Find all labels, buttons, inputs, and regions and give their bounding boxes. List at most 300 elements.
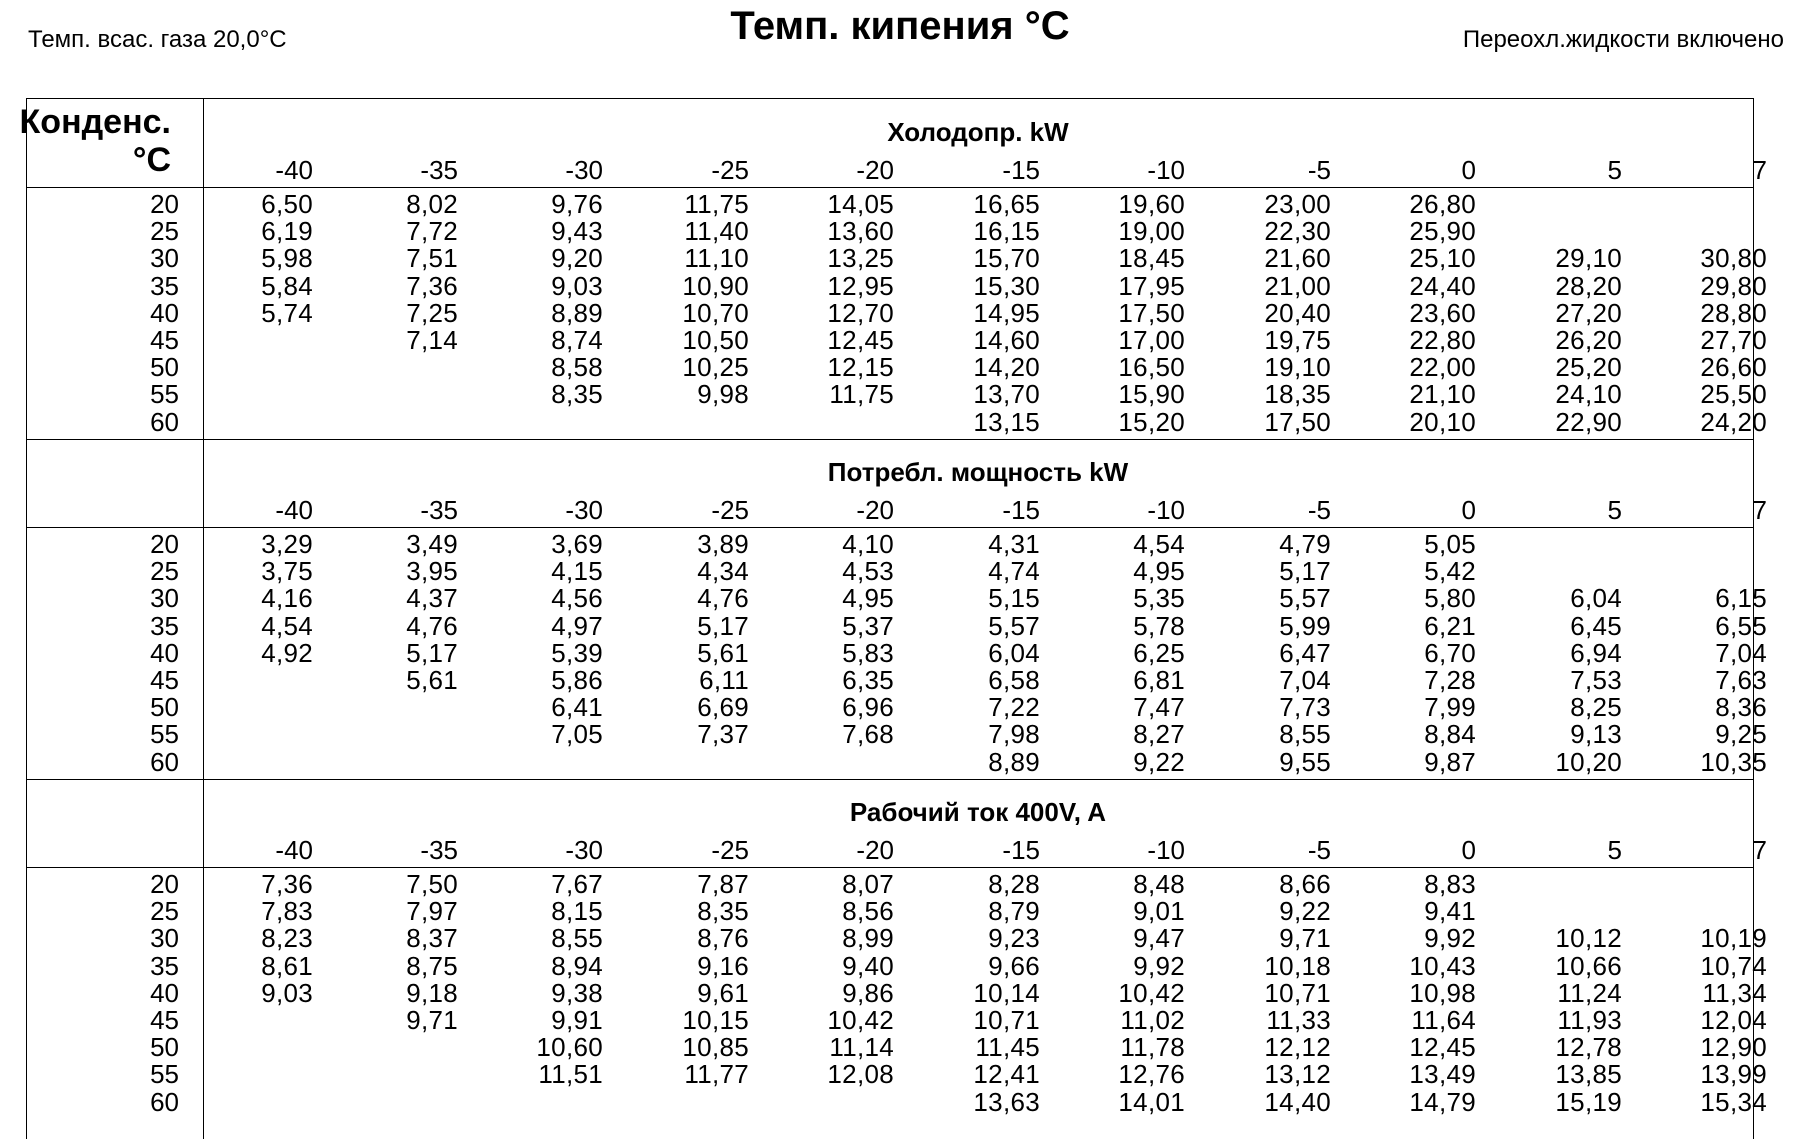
table-cell: 5,61 <box>697 637 749 668</box>
table-cell: 10,20 <box>1555 746 1622 777</box>
table-cell: 24,10 <box>1555 379 1622 410</box>
table-cell: 10,19 <box>1700 923 1767 954</box>
table-cell: 12,45 <box>827 325 894 355</box>
condensing-temp-label: Конденс. °C <box>19 103 171 179</box>
table-cell: 5,35 <box>1133 583 1185 614</box>
table-cell: 12,15 <box>827 352 894 383</box>
table-cell: 5,99 <box>1279 610 1331 641</box>
table-cell: 15,90 <box>1118 379 1185 410</box>
table-cell: 17,50 <box>1264 406 1331 437</box>
table-cell: 9,43 <box>551 216 603 247</box>
table-cell: 8,07 <box>842 869 894 899</box>
table-cell: 9,40 <box>842 950 894 981</box>
table-cell: 9,22 <box>1279 896 1331 927</box>
table-cell: 9,92 <box>1424 923 1476 954</box>
table-cell: 8,58 <box>551 352 603 383</box>
table-cell: 23,60 <box>1409 297 1476 328</box>
table-cell: 7,68 <box>842 719 894 750</box>
table-cell: 8,66 <box>1279 869 1331 899</box>
table-cell: 9,71 <box>406 1005 458 1035</box>
table-cell: 25,50 <box>1700 379 1767 410</box>
evap-temp-header: 7 <box>1752 155 1767 185</box>
table-cell: 7,36 <box>261 869 313 899</box>
table-cell: 5,57 <box>988 610 1040 641</box>
table-cell: 8,02 <box>406 189 458 219</box>
table-cell: 9,61 <box>697 977 749 1008</box>
table-cell: 10,43 <box>1409 950 1476 981</box>
table-cell: 8,35 <box>551 379 603 410</box>
evap-temp-header: -15 <box>1002 835 1040 865</box>
table-cell: 7,14 <box>406 325 458 355</box>
table-cell: 11,40 <box>684 216 749 247</box>
table-cell: 4,54 <box>261 610 313 641</box>
table-cell: 5,39 <box>551 637 603 668</box>
table-cell: 8,79 <box>988 896 1040 927</box>
table-cell: 14,60 <box>973 325 1040 355</box>
evap-temp-header: 0 <box>1461 835 1476 865</box>
table-cell: 13,15 <box>973 406 1040 437</box>
table-cell: 16,50 <box>1118 352 1185 383</box>
cond-temp-label: 25 <box>150 896 179 927</box>
header-divider <box>27 527 1753 528</box>
table-cell: 11,02 <box>1120 1005 1185 1035</box>
section-divider <box>27 779 1753 780</box>
table-cell: 12,78 <box>1555 1032 1622 1063</box>
cond-temp-label: 20 <box>150 869 179 899</box>
table-cell: 8,28 <box>988 869 1040 899</box>
evap-temp-header: -25 <box>711 835 749 865</box>
table-cell: 7,97 <box>406 896 458 927</box>
table-cell: 15,34 <box>1700 1086 1767 1117</box>
table-cell: 9,23 <box>988 923 1040 954</box>
table-cell: 6,19 <box>261 216 313 247</box>
cond-temp-label: 20 <box>150 529 179 559</box>
table-cell: 4,76 <box>697 583 749 614</box>
table-cell: 6,50 <box>261 189 313 219</box>
cond-temp-label: 55 <box>150 719 179 750</box>
evap-temp-header: -30 <box>565 155 603 185</box>
section-title: Потребл. мощность kW <box>827 457 1129 487</box>
table-cell: 7,72 <box>406 216 458 247</box>
cond-temp-label: 35 <box>150 950 179 981</box>
table-cell: 7,37 <box>697 719 749 750</box>
table-cell: 4,53 <box>842 556 894 587</box>
table-cell: 5,74 <box>261 297 313 328</box>
table-cell: 9,86 <box>842 977 894 1008</box>
table-block <box>27 779 1767 1119</box>
table-cell: 4,76 <box>406 610 458 641</box>
table-cell: 24,40 <box>1409 270 1476 301</box>
table-cell: 12,08 <box>827 1059 894 1090</box>
evap-temp-header: -15 <box>1002 495 1040 525</box>
table-cell: 15,70 <box>973 243 1040 274</box>
table-cell: 10,12 <box>1555 923 1622 954</box>
table-cell: 10,74 <box>1700 950 1767 981</box>
table-cell: 14,20 <box>973 352 1040 383</box>
table-cell: 8,55 <box>1279 719 1331 750</box>
table-cell: 13,99 <box>1700 1059 1767 1090</box>
table-cell: 11,64 <box>1411 1005 1476 1035</box>
table-cell: 5,05 <box>1424 529 1476 559</box>
table-cell: 7,25 <box>406 297 458 328</box>
table-cell: 11,77 <box>684 1059 749 1090</box>
table-cell: 25,10 <box>1409 243 1476 274</box>
table-cell: 28,20 <box>1555 270 1622 301</box>
table-cell: 4,56 <box>551 583 603 614</box>
table-cell: 9,13 <box>1570 719 1622 750</box>
table-cell: 27,70 <box>1700 325 1767 355</box>
evap-temp-header: 7 <box>1752 495 1767 525</box>
table-cell: 22,00 <box>1409 352 1476 383</box>
table-cell: 8,35 <box>697 896 749 927</box>
table-cell: 7,22 <box>988 692 1040 723</box>
table-cell: 10,85 <box>682 1032 749 1063</box>
evap-temp-header: 0 <box>1461 155 1476 185</box>
table-cell: 11,24 <box>1557 977 1622 1008</box>
table-cell: 4,95 <box>842 583 894 614</box>
table-cell: 6,69 <box>697 692 749 723</box>
table-cell: 8,75 <box>406 950 458 981</box>
table-cell: 10,18 <box>1264 950 1331 981</box>
table-cell: 28,80 <box>1700 297 1767 328</box>
table-cell: 4,54 <box>1133 529 1185 559</box>
table-cell: 12,45 <box>1409 1032 1476 1063</box>
column-header-row <box>203 155 1767 185</box>
cond-temp-label: 35 <box>150 610 179 641</box>
table-cell: 27,20 <box>1555 297 1622 328</box>
table-cell: 9,16 <box>697 950 749 981</box>
table-cell: 9,76 <box>551 189 603 219</box>
header-divider <box>27 867 1753 868</box>
table-cell: 4,95 <box>1133 556 1185 587</box>
table-cell: 8,76 <box>697 923 749 954</box>
table-cell: 12,04 <box>1700 1005 1767 1035</box>
page-title: Темп. кипения °C <box>730 4 1070 48</box>
table-cell: 6,04 <box>1570 583 1622 614</box>
table-cell: 4,74 <box>988 556 1040 587</box>
table-cell: 4,37 <box>406 583 458 614</box>
cond-temp-label: 55 <box>150 379 179 410</box>
column-header-row <box>203 835 1767 865</box>
table-cell: 22,90 <box>1555 406 1622 437</box>
cond-temp-label: 50 <box>150 1032 179 1063</box>
evap-temp-header: -25 <box>711 495 749 525</box>
table-cell: 7,36 <box>406 270 458 301</box>
table-cell: 8,99 <box>842 923 894 954</box>
table-cell: 22,30 <box>1264 216 1331 247</box>
header-divider <box>27 187 1753 188</box>
table-cell: 6,41 <box>551 692 603 723</box>
table-cell: 9,20 <box>551 243 603 274</box>
table-cell: 29,10 <box>1555 243 1622 274</box>
cond-temp-label: 60 <box>150 746 179 777</box>
table-cell: 17,50 <box>1118 297 1185 328</box>
table-cell: 10,42 <box>1118 977 1185 1008</box>
table-cell: 20,10 <box>1409 406 1476 437</box>
table-cell: 17,00 <box>1118 325 1185 355</box>
table-cell: 7,53 <box>1570 665 1622 695</box>
table-cell: 8,61 <box>261 950 313 981</box>
table-cell: 9,03 <box>551 270 603 301</box>
table-cell: 7,28 <box>1424 665 1476 695</box>
table-cell: 7,50 <box>406 869 458 899</box>
table-cell: 4,79 <box>1279 529 1331 559</box>
table-cell: 7,67 <box>551 869 603 899</box>
table-cell: 10,42 <box>827 1005 894 1035</box>
table-cell: 5,83 <box>842 637 894 668</box>
table-cell: 7,47 <box>1133 692 1185 723</box>
table-cell: 10,35 <box>1700 746 1767 777</box>
table-cell: 7,73 <box>1279 692 1331 723</box>
table-cell: 5,78 <box>1133 610 1185 641</box>
table-cell: 9,87 <box>1424 746 1476 777</box>
table-cell: 8,84 <box>1424 719 1476 750</box>
table-cell: 9,01 <box>1133 896 1185 927</box>
table-cell: 11,14 <box>829 1032 894 1063</box>
table-cell: 9,38 <box>551 977 603 1008</box>
table-cell: 7,83 <box>261 896 313 927</box>
table-cell: 7,04 <box>1715 637 1767 668</box>
table-cell: 6,15 <box>1715 583 1767 614</box>
table-cell: 8,83 <box>1424 869 1476 899</box>
cond-temp-label: 20 <box>150 189 179 219</box>
evap-temp-header: -5 <box>1307 495 1331 525</box>
table-cell: 14,95 <box>973 297 1040 328</box>
cond-temp-label: 40 <box>150 977 179 1008</box>
table-cell: 9,25 <box>1715 719 1767 750</box>
table-cell: 29,80 <box>1700 270 1767 301</box>
table-cell: 11,51 <box>538 1059 603 1090</box>
table-cell: 12,95 <box>827 270 894 301</box>
table-cell: 12,90 <box>1700 1032 1767 1063</box>
table-cell: 8,55 <box>551 923 603 954</box>
table-cell: 26,60 <box>1700 352 1767 383</box>
table-cell: 3,49 <box>406 529 458 559</box>
table-cell: 8,56 <box>842 896 894 927</box>
cond-temp-label: 50 <box>150 692 179 723</box>
table-cell: 10,71 <box>973 1005 1040 1035</box>
cond-temp-label: 45 <box>150 325 179 355</box>
table-cell: 10,60 <box>536 1032 603 1063</box>
table-cell: 13,49 <box>1409 1059 1476 1090</box>
evap-temp-header: -40 <box>275 155 313 185</box>
evap-temp-header: -10 <box>1147 155 1185 185</box>
table-cell: 5,84 <box>261 270 313 301</box>
table-cell: 11,78 <box>1120 1032 1185 1063</box>
table-cell: 9,98 <box>697 379 749 410</box>
table-cell: 5,37 <box>842 610 894 641</box>
table-cell: 12,76 <box>1118 1059 1185 1090</box>
table-cell: 6,21 <box>1424 610 1476 641</box>
evap-temp-header: -20 <box>856 495 894 525</box>
table-cell: 10,15 <box>682 1005 749 1035</box>
table-cell: 30,80 <box>1700 243 1767 274</box>
table-cell: 11,75 <box>684 189 749 219</box>
table-cell: 8,23 <box>261 923 313 954</box>
cond-temp-label: 60 <box>150 406 179 437</box>
evap-temp-header: -40 <box>275 835 313 865</box>
evap-temp-header: -10 <box>1147 495 1185 525</box>
table-cell: 13,63 <box>973 1086 1040 1117</box>
table-cell: 10,25 <box>682 352 749 383</box>
table-cell: 16,15 <box>973 216 1040 247</box>
table-cell: 5,42 <box>1424 556 1476 587</box>
table-cell: 5,57 <box>1279 583 1331 614</box>
evap-temp-header: -35 <box>420 835 458 865</box>
table-cell: 6,70 <box>1424 637 1476 668</box>
table-cell: 10,66 <box>1555 950 1622 981</box>
evap-temp-header: -20 <box>856 835 894 865</box>
table-cell: 9,91 <box>551 1005 603 1035</box>
table-block <box>27 439 1767 779</box>
table-cell: 15,19 <box>1555 1086 1622 1117</box>
table-cell: 18,35 <box>1264 379 1331 410</box>
table-cell: 9,71 <box>1279 923 1331 954</box>
table-cell: 4,16 <box>261 583 313 614</box>
table-cell: 3,95 <box>406 556 458 587</box>
table-cell: 3,69 <box>551 529 603 559</box>
table-cell: 13,85 <box>1555 1059 1622 1090</box>
table-cell: 3,75 <box>261 556 313 587</box>
table-cell: 8,15 <box>551 896 603 927</box>
evap-temp-header: 5 <box>1607 835 1622 865</box>
table-cell: 9,47 <box>1133 923 1185 954</box>
evap-temp-header: -35 <box>420 155 458 185</box>
table-cell: 12,12 <box>1264 1032 1331 1063</box>
table-cell: 26,20 <box>1555 325 1622 355</box>
evap-temp-header: -15 <box>1002 155 1040 185</box>
table-cell: 7,99 <box>1424 692 1476 723</box>
table-cell: 15,20 <box>1118 406 1185 437</box>
table-cell: 8,27 <box>1133 719 1185 750</box>
table-cell: 12,41 <box>973 1059 1040 1090</box>
table-cell: 9,18 <box>406 977 458 1008</box>
table-cell: 11,45 <box>975 1032 1040 1063</box>
table-cell: 9,55 <box>1279 746 1331 777</box>
table-cell: 13,25 <box>827 243 894 274</box>
table-cell: 13,70 <box>973 379 1040 410</box>
table-cell: 6,35 <box>842 665 894 695</box>
table-cell: 7,04 <box>1279 665 1331 695</box>
table-cell: 14,05 <box>827 189 894 219</box>
table-cell: 8,74 <box>551 325 603 355</box>
table-cell: 10,50 <box>682 325 749 355</box>
table-cell: 4,97 <box>551 610 603 641</box>
table-cell: 13,60 <box>827 216 894 247</box>
table-cell: 21,10 <box>1409 379 1476 410</box>
evap-temp-header: -5 <box>1307 835 1331 865</box>
table-cell: 18,45 <box>1118 243 1185 274</box>
table-cell: 4,92 <box>261 637 313 668</box>
table-cell: 24,20 <box>1700 406 1767 437</box>
table-cell: 5,61 <box>406 665 458 695</box>
subcooling-label: Переохл.жидкости включено <box>1462 26 1784 53</box>
evap-temp-header: 5 <box>1607 155 1622 185</box>
table-cell: 10,71 <box>1264 977 1331 1008</box>
table-cell: 13,12 <box>1264 1059 1331 1090</box>
table-cell: 5,80 <box>1424 583 1476 614</box>
table-cell: 15,30 <box>973 270 1040 301</box>
section-title: Холодопр. kW <box>887 117 1069 147</box>
table-cell: 5,98 <box>261 243 313 274</box>
table-cell: 6,81 <box>1133 665 1185 695</box>
table-cell: 11,33 <box>1266 1005 1331 1035</box>
table-cell: 12,70 <box>827 297 894 328</box>
cond-temp-label: 40 <box>150 637 179 668</box>
table-cell: 20,40 <box>1264 297 1331 328</box>
cond-temp-label: 45 <box>150 1005 179 1035</box>
table-cell: 5,17 <box>406 637 458 668</box>
table-cell: 4,10 <box>842 529 894 559</box>
table-cell: 8,48 <box>1133 869 1185 899</box>
cond-temp-label: 50 <box>150 352 179 383</box>
table-block <box>27 99 1767 439</box>
table-cell: 9,66 <box>988 950 1040 981</box>
cond-temp-label: 30 <box>150 583 179 614</box>
evap-temp-header: -5 <box>1307 155 1331 185</box>
evap-temp-header: -20 <box>856 155 894 185</box>
table-cell: 5,17 <box>697 610 749 641</box>
section-title: Рабочий ток 400V, A <box>849 797 1107 827</box>
evap-temp-header: -40 <box>275 495 313 525</box>
table-cell: 19,75 <box>1264 325 1331 355</box>
table-cell: 8,25 <box>1570 692 1622 723</box>
table-cell: 23,00 <box>1264 189 1331 219</box>
table-cell: 8,36 <box>1715 692 1767 723</box>
table-cell: 10,14 <box>973 977 1040 1008</box>
table-cell: 6,58 <box>988 665 1040 695</box>
table-cell: 25,20 <box>1555 352 1622 383</box>
cond-temp-label: 45 <box>150 665 179 695</box>
table-cell: 5,15 <box>988 583 1040 614</box>
table-cell: 7,51 <box>406 243 458 274</box>
table-cell: 3,29 <box>261 529 313 559</box>
table-cell: 6,04 <box>988 637 1040 668</box>
table-cell: 6,96 <box>842 692 894 723</box>
table-cell: 8,89 <box>988 746 1040 777</box>
table-cell: 14,79 <box>1409 1086 1476 1117</box>
table-cell: 25,90 <box>1409 216 1476 247</box>
table-cell: 5,86 <box>551 665 603 695</box>
evap-temp-header: -25 <box>711 155 749 185</box>
table-cell: 19,60 <box>1118 189 1185 219</box>
performance-table <box>19 98 1767 1139</box>
column-header-row <box>203 495 1767 525</box>
evap-temp-header: -10 <box>1147 835 1185 865</box>
table-cell: 11,75 <box>829 379 894 410</box>
table-cell: 7,05 <box>551 719 603 750</box>
table-cell: 14,01 <box>1118 1086 1185 1117</box>
table-cell: 4,34 <box>697 556 749 587</box>
evap-temp-header: -35 <box>420 495 458 525</box>
section-divider <box>27 439 1753 440</box>
cond-temp-label: 55 <box>150 1059 179 1090</box>
evap-temp-header: 5 <box>1607 495 1622 525</box>
table-cell: 16,65 <box>973 189 1040 219</box>
table-cell: 11,10 <box>684 243 749 274</box>
table-cell: 8,89 <box>551 297 603 328</box>
table-cell: 6,47 <box>1279 637 1331 668</box>
table-cell: 9,03 <box>261 977 313 1008</box>
table-cell: 22,80 <box>1409 325 1476 355</box>
cond-temp-label: 40 <box>150 297 179 328</box>
table-cell: 11,93 <box>1557 1005 1622 1035</box>
table-cell: 19,00 <box>1118 216 1185 247</box>
table-cell: 9,41 <box>1424 896 1476 927</box>
table-cell: 8,37 <box>406 923 458 954</box>
table-cell: 9,92 <box>1133 950 1185 981</box>
evap-temp-header: 0 <box>1461 495 1476 525</box>
